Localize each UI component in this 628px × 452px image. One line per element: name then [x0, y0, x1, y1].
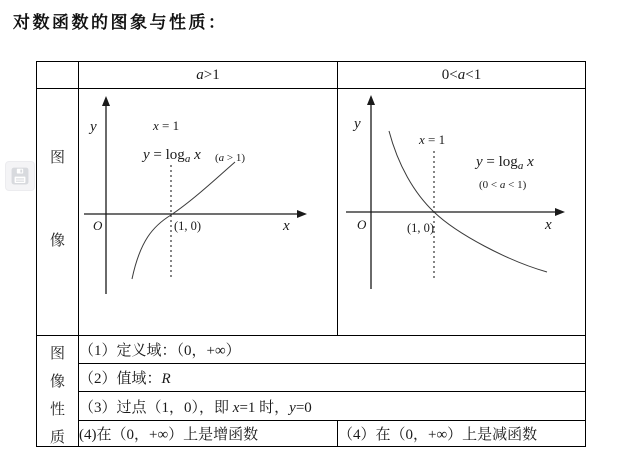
property-row-domain: （1）定义域：（0，+∞） [79, 336, 586, 364]
y-axis-arrow-icon [367, 95, 375, 105]
log-graph-0-lt-a-lt-1 [338, 89, 584, 330]
page-title: 对数函数的图象与性质： [13, 13, 228, 32]
x-axis-label: x [545, 217, 552, 233]
row-label-graph [37, 89, 79, 336]
condition-label: (a > 1) [215, 152, 246, 164]
row-label-properties [37, 336, 79, 447]
row-label-char: 质 [49, 430, 65, 446]
save-button[interactable] [5, 161, 35, 191]
property-row-range: （2）值域：R [79, 364, 586, 392]
point-1-0-label: (1, 0) [174, 219, 202, 233]
save-icon [11, 167, 29, 185]
row-label-char: 性 [49, 402, 65, 418]
row-label-char: 像 [49, 233, 65, 249]
vline-label: x = 1 [419, 132, 446, 147]
log-graph-a-gt-1 [79, 89, 336, 330]
y-axis-label: y [354, 116, 361, 132]
condition-label: (0 < a < 1) [479, 179, 527, 191]
corner-cell [37, 62, 79, 89]
vline-label: x = 1 [153, 118, 180, 133]
graph-cell-decreasing [338, 89, 586, 336]
property-row-decreasing: （4）在（0，+∞）上是减函数 [338, 421, 586, 447]
point-1-0-label: (1, 0) [407, 221, 435, 235]
properties-table [36, 61, 586, 447]
equation-label: $y = \log_a x$ [143, 147, 201, 165]
property-row-fixed-point: （3）过点（1，0），即 x=1 时，y=0 [79, 392, 586, 421]
origin-label: O [357, 217, 367, 232]
header-cell-0-lt-a-lt-1: 0<a<1 [338, 62, 586, 89]
y-axis-label: y [90, 119, 97, 135]
x-axis-arrow-icon [555, 208, 565, 216]
x-axis-label: x [283, 218, 290, 234]
header-cell-a-gt-1: a>1 [79, 62, 338, 89]
graph-cell-increasing [79, 89, 338, 336]
log-curve-decreasing [389, 131, 547, 272]
equation-label: $y = \log_a x$ [476, 154, 534, 172]
row-label-char: 图 [49, 346, 65, 362]
y-axis-arrow-icon [102, 96, 110, 106]
origin-label: O [93, 218, 103, 233]
x-axis-arrow-icon [297, 210, 307, 218]
row-label-char: 图 [49, 150, 65, 166]
row-label-char: 像 [49, 374, 65, 390]
property-row-increasing: (4)在（0，+∞）上是增函数 [79, 421, 338, 447]
